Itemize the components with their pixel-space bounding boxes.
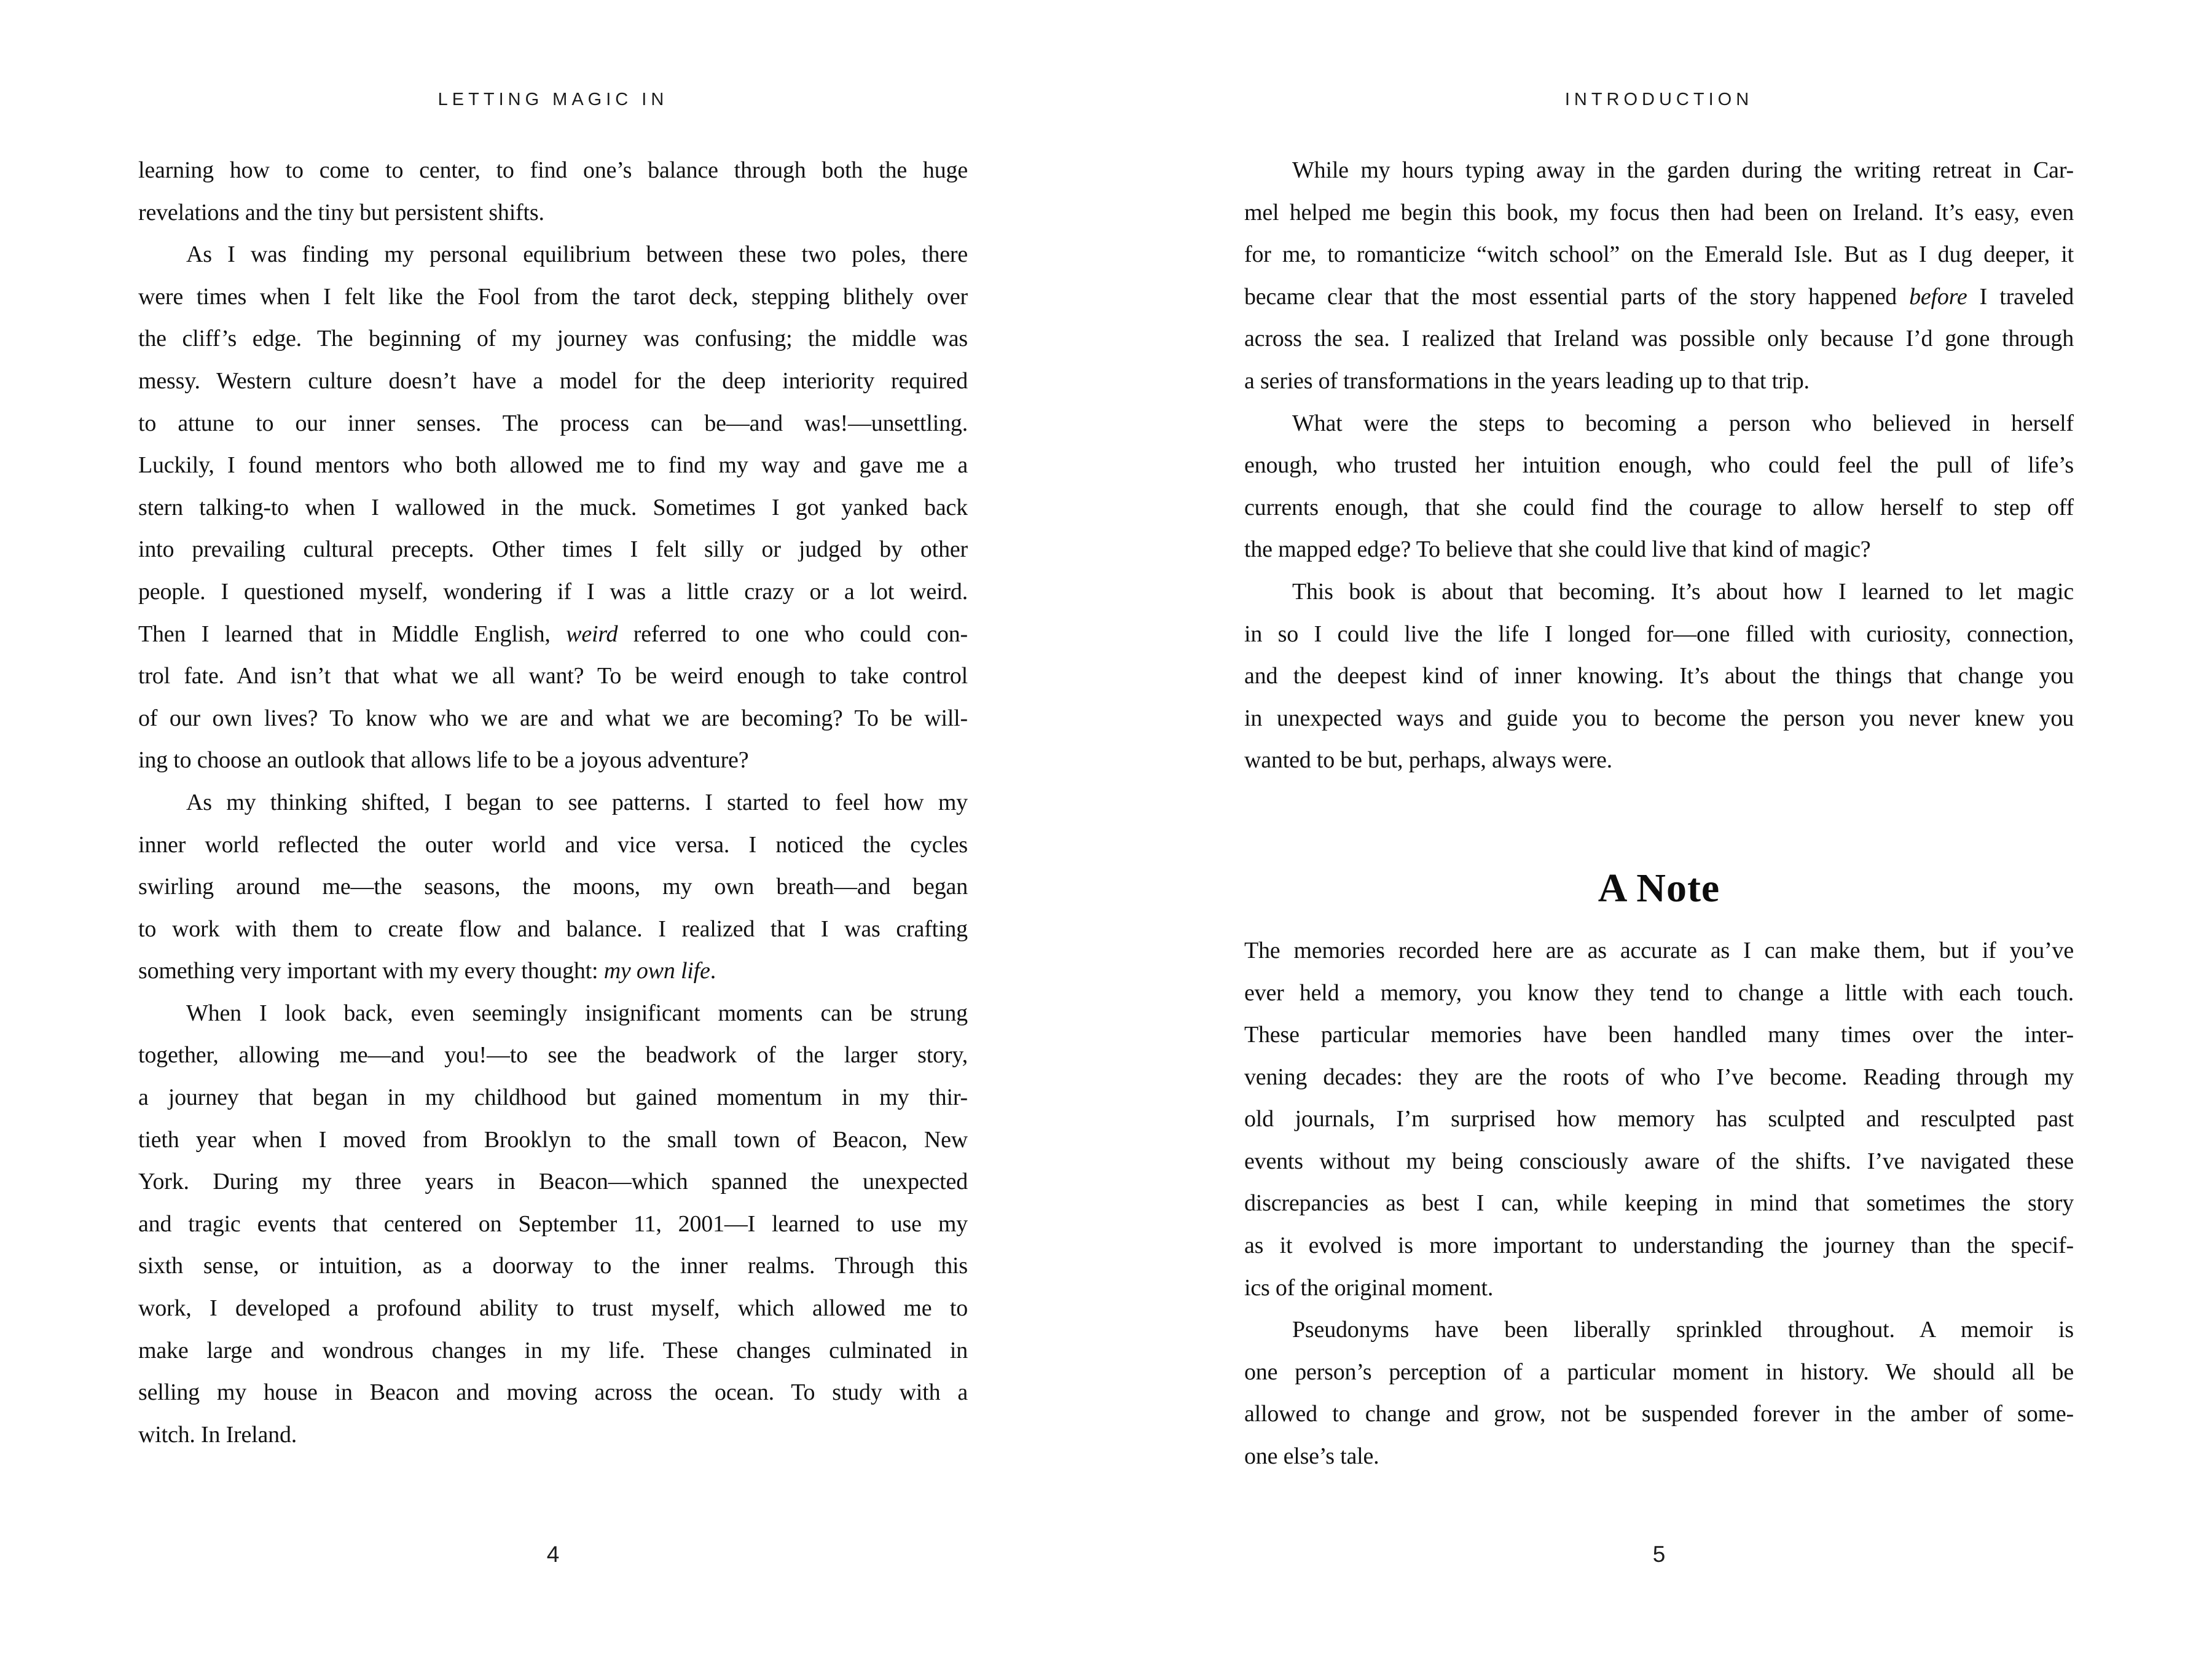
body-text-left: [138, 149, 968, 1456]
text-line: mel helped me begin this book, my focus then had been on Ireland. It’s easy, even: [1244, 199, 2074, 226]
text-line: This book is about that becoming. It’s about how I learned to let magic: [1292, 578, 2074, 605]
text-line: in unexpected ways and guide you to become the person you never knew you: [1244, 705, 2074, 731]
text-line: across the sea. I realized that Ireland was possible only because I’d gone through: [1244, 326, 2074, 352]
text-line: a series of transformations in the years leading up to that trip.: [1244, 367, 1810, 394]
text-line: in so I could live the life I longed for—one filled with curiosity, connection,: [1244, 621, 2074, 647]
text-line: When I look back, even seemingly insignificant moments can be strung: [186, 1000, 968, 1026]
text-line: the mapped edge? To believe that she could live that kind of magic?: [1244, 536, 1871, 563]
section-heading: A Note: [1598, 865, 1720, 911]
text-line: As I was finding my personal equilibrium between these two poles, there: [186, 241, 968, 268]
paragraph: [1244, 930, 2074, 1309]
text-line: one person’s perception of a particular moment in history. We should all be: [1244, 1359, 2074, 1385]
page-number-left: 4: [546, 1542, 560, 1567]
text-line: ics of the original moment.: [1244, 1274, 1494, 1301]
text-line: ing to choose an outlook that allows life to be a joyous adventure?: [138, 747, 749, 774]
text-line: messy. Western culture doesn’t have a model for the deep interiority required: [138, 367, 968, 394]
text-line: What were the steps to becoming a person who believed in herself: [1292, 410, 2074, 436]
text-line: events without my being consciously aware of the shifts. I’ve navigated these: [1244, 1148, 2074, 1174]
text-line: the cliff’s edge. The beginning of my journey was confusing; the middle was: [138, 326, 968, 352]
paragraph: [138, 233, 968, 782]
paragraph: [1244, 1309, 2074, 1477]
paragraph: [1244, 571, 2074, 782]
running-header-right: INTRODUCTION: [1564, 90, 1754, 109]
text-line: enough, who trusted her intuition enough, who could feel the pull of life’s: [1244, 452, 2074, 479]
paragraph: [138, 149, 968, 233]
text-line: Pseudonyms have been liberally sprinkled throughout. A memoir is: [1292, 1317, 2074, 1343]
page-number-right: 5: [1652, 1542, 1666, 1567]
text-line: As my thinking shifted, I began to see patterns. I started to feel how my: [186, 789, 968, 815]
text-line: work, I developed a profound ability to trust myself, which allowed me to: [138, 1295, 968, 1322]
right-page: [1106, 0, 2212, 1659]
text-line: selling my house in Beacon and moving across the ocean. To study with a: [138, 1379, 968, 1406]
text-line: something very important with my every thought: my own life.: [138, 958, 716, 984]
text-line: became clear that the most essential parts of the story happened before I traveled: [1244, 283, 2074, 310]
text-line: allowed to change and grow, not be suspended forever in the amber of some-: [1244, 1401, 2074, 1427]
text-line: old journals, I’m surprised how memory has sculpted and resculpted past: [1244, 1106, 2074, 1132]
text-line: Then I learned that in Middle English, weird referred to one who could con-: [138, 621, 968, 647]
body-text-right: [1244, 149, 2074, 1478]
paragraph: [138, 992, 968, 1456]
text-line: for me, to romanticize “witch school” on the Emerald Isle. But as I dug deeper, it: [1244, 241, 2074, 268]
text-line: These particular memories have been handled many times over the inter-: [1244, 1022, 2074, 1048]
paragraph: [138, 782, 968, 992]
text-line: wanted to be but, perhaps, always were.: [1244, 747, 1612, 774]
text-line: as it evolved is more important to understanding the journey than the specif-: [1244, 1233, 2074, 1259]
text-line: to work with them to create flow and balance. I realized that I was crafting: [138, 916, 968, 942]
text-line: together, allowing me—and you!—to see the beadwork of the larger story,: [138, 1042, 968, 1069]
text-line: tieth year when I moved from Brooklyn to the small town of Beacon, New: [138, 1126, 968, 1153]
text-line: and the deepest kind of inner knowing. It’s about the things that change you: [1244, 663, 2074, 689]
text-line: into prevailing cultural precepts. Other times I felt silly or judged by other: [138, 536, 968, 563]
text-line: swirling around me—the seasons, the moons, my own breath—and began: [138, 874, 968, 900]
text-line: The memories recorded here are as accurate as I can make them, but if you’ve: [1244, 937, 2074, 963]
text-line: were times when I felt like the Fool from the tarot deck, stepping blithely over: [138, 283, 968, 310]
text-line: currents enough, that she could find the courage to allow herself to step off: [1244, 494, 2074, 520]
text-line: a journey that began in my childhood but gained momentum in my thir-: [138, 1084, 968, 1111]
text-line: of our own lives? To know who we are and what we are becoming? To be will-: [138, 705, 968, 731]
text-line: stern talking-to when I wallowed in the muck. Sometimes I got yanked back: [138, 494, 968, 520]
text-line: sixth sense, or intuition, as a doorway to the inner realms. Through this: [138, 1253, 968, 1279]
text-line: to attune to our inner senses. The process can be—and was!—unsettling.: [138, 410, 968, 436]
text-line: discrepancies as best I can, while keeping in mind that sometimes the story: [1244, 1190, 2074, 1217]
text-line: vening decades: they are the roots of who I’ve become. Reading through my: [1244, 1064, 2074, 1090]
running-header-left: LETTING MAGIC IN: [437, 90, 669, 109]
paragraph: [1244, 402, 2074, 571]
text-line: trol fate. And isn’t that what we all want? To be weird enough to take control: [138, 663, 968, 689]
text-line: inner world reflected the outer world and vice versa. I noticed the cycles: [138, 831, 968, 858]
text-line: While my hours typing away in the garden during the writing retreat in Car-: [1292, 157, 2074, 183]
text-line: people. I questioned myself, wondering if I was a little crazy or a lot weird.: [138, 578, 968, 605]
text-line: one else’s tale.: [1244, 1443, 1379, 1470]
text-line: York. During my three years in Beacon—which spanned the unexpected: [138, 1169, 968, 1195]
text-line: witch. In Ireland.: [138, 1421, 297, 1448]
text-line: make large and wondrous changes in my life. These changes culminated in: [138, 1337, 968, 1363]
text-line: learning how to come to center, to find one’s balance through both the huge: [138, 157, 968, 183]
paragraph: [1244, 149, 2074, 402]
text-line: revelations and the tiny but persistent shifts.: [138, 199, 544, 226]
text-line: and tragic events that centered on September 11, 2001—I learned to use my: [138, 1210, 968, 1237]
text-line: ever held a memory, you know they tend to change a little with each touch.: [1244, 979, 2074, 1006]
text-line: Luckily, I found mentors who both allowed me to find my way and gave me a: [138, 452, 968, 479]
